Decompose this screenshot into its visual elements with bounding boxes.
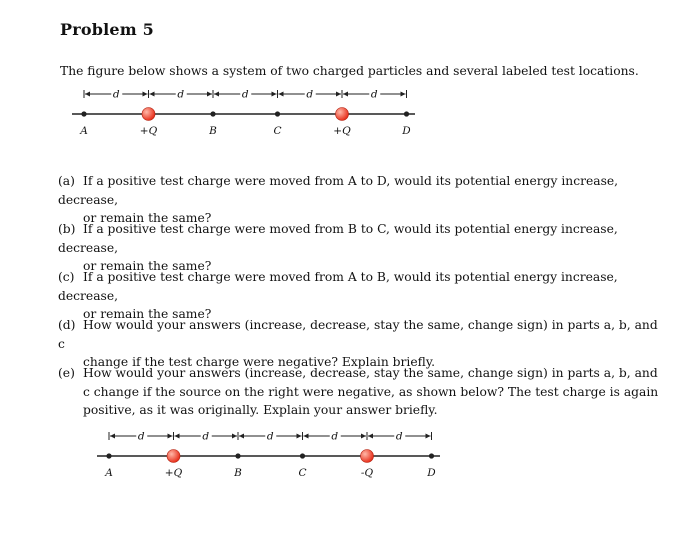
part-e-line2: c change if the source on the right were negative, as shown below? The test charge is again — [83, 384, 659, 399]
fig1-label-1: +Q — [139, 125, 158, 137]
fig2-dim-arrow — [110, 434, 115, 439]
fig1-dim-arrow — [279, 92, 284, 97]
fig2-label-1: +Q — [164, 467, 183, 479]
fig1-dim-arrow — [272, 92, 277, 97]
part-c-line1: If a positive test charge were moved from A to B, would its potential energy increase, decrease, — [58, 270, 618, 303]
fig2-charge-1 — [167, 450, 180, 463]
fig1-test-point-2 — [210, 111, 215, 116]
fig1-dim-arrow — [85, 92, 90, 97]
part-d-line1: How would your answers (increase, decrease, stay the same, change sign) in parts a, b, and c — [58, 318, 658, 351]
fig1-label-0: A — [80, 125, 88, 137]
part-c-label: (c) — [58, 270, 75, 284]
fig1-charge-1 — [142, 108, 155, 121]
fig2-label-3: C — [298, 467, 307, 479]
part-a-line1: If a positive test charge were moved from A to D, would its potential energy increase, decrease, — [58, 174, 619, 207]
fig2-dim-label-d: d — [137, 430, 145, 443]
fig2-dim-arrow — [175, 434, 180, 439]
fig1-label-3: C — [273, 125, 282, 137]
part-b-line1: If a positive test charge were moved from B to C, would its potential energy increase, decrease, — [58, 222, 618, 255]
fig1-dim-label-d: d — [370, 88, 378, 101]
fig2-test-point-0 — [106, 453, 111, 458]
fig1-dim-label-d: d — [306, 88, 314, 101]
fig2-dim-arrow — [297, 434, 302, 439]
fig2-test-point-2 — [235, 453, 240, 458]
problem-title: Problem 5 — [60, 20, 155, 39]
part-b-label: (b) — [58, 222, 76, 236]
fig2-dim-arrow — [426, 434, 431, 439]
fig1-dim-arrow — [207, 92, 212, 97]
part-e-line1: How would your answers (increase, decrease, stay the same, change sign) in parts a, b, and — [83, 366, 658, 380]
fig2-label-5: D — [427, 467, 436, 479]
fig2-test-point-5 — [429, 453, 434, 458]
part-c-line2: or remain the same? — [83, 307, 212, 321]
intro-text: The figure below shows a system of two charged particles and several labeled test locations. — [60, 64, 639, 78]
fig2-label-4: -Q — [360, 467, 374, 479]
fig2-dim-arrow — [239, 434, 244, 439]
fig1-charge-4 — [336, 108, 349, 121]
part-b-line2: or remain the same? — [83, 259, 212, 273]
part-e-label: (e) — [58, 366, 75, 380]
charge-figure-2 — [95, 426, 440, 484]
part-e — [58, 364, 668, 420]
charge-figure-1 — [70, 84, 415, 142]
fig1-dim-arrow — [343, 92, 348, 97]
fig2-dim-label-d: d — [395, 430, 403, 443]
fig1-dim-arrow — [336, 92, 341, 97]
fig2-label-2: B — [234, 467, 242, 479]
fig2-dim-label-d: d — [266, 430, 274, 443]
fig2-dim-arrow — [304, 434, 309, 439]
fig2-dim-arrow — [368, 434, 373, 439]
part-d-line2: change if the test charge were negative? Explain briefly. — [83, 355, 436, 369]
fig1-dim-label-d: d — [177, 88, 185, 101]
fig2-dim-arrow — [361, 434, 366, 439]
fig1-dim-arrow — [214, 92, 219, 97]
fig1-test-point-3 — [275, 111, 280, 116]
part-a-label: (a) — [58, 174, 75, 188]
fig1-label-5: D — [402, 125, 411, 137]
part-d-label: (d) — [58, 318, 76, 332]
fig1-dim-arrow — [150, 92, 155, 97]
fig2-dim-arrow — [232, 434, 237, 439]
fig1-label-2: B — [209, 125, 217, 137]
fig2-dim-label-d: d — [202, 430, 210, 443]
part-a-line2: or remain the same? — [83, 211, 212, 225]
fig1-label-4: +Q — [333, 125, 351, 137]
part-e-line3: positive, as it was originally. Explain your answer briefly. — [83, 403, 438, 417]
fig2-test-point-3 — [300, 453, 305, 458]
fig1-test-point-0 — [81, 111, 86, 116]
fig1-dim-label-d: d — [241, 88, 249, 101]
fig2-dim-arrow — [168, 434, 173, 439]
fig1-test-point-5 — [404, 111, 409, 116]
fig1-dim-arrow — [143, 92, 148, 97]
fig1-dim-arrow — [401, 92, 406, 97]
fig2-label-0: A — [105, 467, 113, 479]
fig1-dim-label-d: d — [112, 88, 120, 101]
fig2-dim-label-d: d — [331, 430, 339, 443]
fig2-charge-4 — [361, 450, 374, 463]
